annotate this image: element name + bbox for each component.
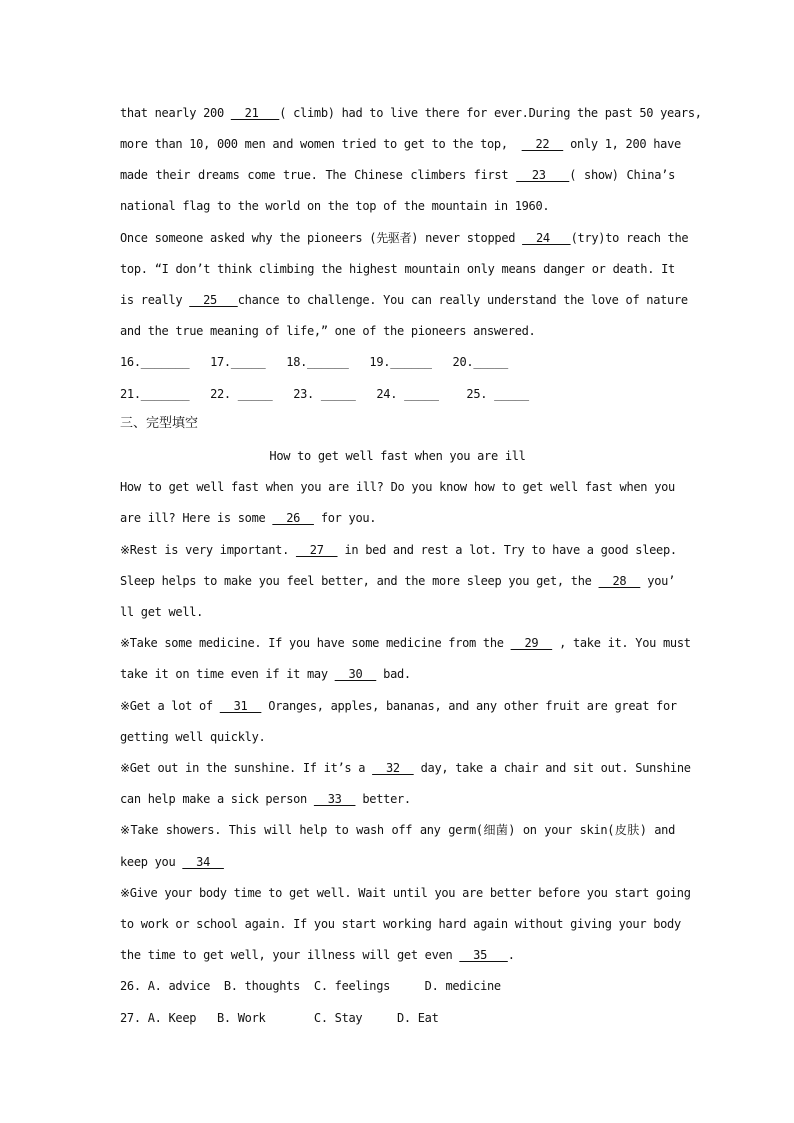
- passage-line: [120, 698, 675, 714]
- answer-blank[interactable]: _____: [320, 387, 356, 401]
- answer-blank[interactable]: ______: [307, 355, 349, 369]
- passage-line: [120, 230, 689, 246]
- blank-33[interactable]: 33: [313, 792, 356, 806]
- answer-number: 18.: [286, 355, 308, 369]
- text: ( climb) had to live there for ever.During the past 50 years,: [279, 106, 702, 120]
- answer-blank[interactable]: _____: [230, 355, 266, 369]
- passage-line: [120, 136, 681, 152]
- text: Once someone asked why the pioneers (先驱者) never stopped: [120, 231, 523, 245]
- answer-number: 23.: [293, 387, 314, 401]
- answer-number: 16.: [120, 355, 141, 369]
- answer-blank[interactable]: _____: [404, 387, 439, 401]
- passage-line: [120, 292, 688, 308]
- passage-line: ll get well.: [120, 605, 204, 619]
- text: ※Rest is very important.: [120, 543, 296, 557]
- passage-line: [120, 573, 675, 589]
- blank-21[interactable]: 21: [230, 106, 280, 120]
- answer-number: 19.: [369, 355, 391, 369]
- answer-number: 21.: [120, 387, 141, 401]
- blank-34[interactable]: 34: [182, 855, 224, 869]
- passage-line: [120, 105, 702, 121]
- blank-27[interactable]: 27: [295, 543, 338, 557]
- text: Sleep helps to make you feel better, and the more sleep you get, the: [120, 574, 599, 588]
- blank-35[interactable]: 35: [459, 948, 508, 962]
- passage-line: getting well quickly.: [120, 730, 266, 744]
- text: .: [507, 948, 515, 962]
- passage-line: [120, 635, 691, 651]
- blank-29[interactable]: 29: [510, 636, 553, 650]
- text: you’: [640, 574, 675, 588]
- text: take it on time even if it may: [120, 667, 335, 681]
- passage-line: [120, 947, 675, 963]
- text: more than 10, 000 men and women tried to get to the top,: [120, 137, 522, 151]
- text: keep you: [120, 855, 183, 869]
- answer-blank[interactable]: _______: [140, 355, 190, 369]
- answer-number: 24.: [376, 387, 398, 401]
- passage-line: ※Give your body time to get well. Wait until you are better before you start going: [120, 886, 691, 900]
- text: , take it. You must: [552, 636, 691, 650]
- passage-line: [120, 167, 675, 183]
- blank-32[interactable]: 32: [372, 761, 414, 775]
- passage-line: national flag to the world on the top of the mountain in 1960.: [120, 199, 550, 213]
- answer-number: 25.: [466, 387, 488, 401]
- passage-line: [120, 760, 691, 776]
- text: can help make a sick person: [120, 792, 314, 806]
- passage-line: ※Take showers. This will help to wash off any germ(细菌) on your skin(皮肤) and: [120, 823, 675, 837]
- text: better.: [355, 792, 411, 806]
- text: bad.: [376, 667, 411, 681]
- text: is really: [120, 293, 190, 307]
- blank-25[interactable]: 25: [189, 293, 238, 307]
- passage-line: [120, 666, 675, 682]
- blank-26[interactable]: 26: [272, 511, 314, 525]
- text: Oranges, apples, bananas, and any other fruit are great for: [261, 699, 677, 713]
- passage-line: [120, 510, 675, 526]
- section-heading: 三、完型填空: [120, 416, 199, 431]
- blank-30[interactable]: 30: [334, 667, 377, 681]
- answer-blank[interactable]: _____: [473, 355, 508, 369]
- blank-28[interactable]: 28: [598, 574, 641, 588]
- text: ( show) China’s: [569, 168, 675, 182]
- text: only 1, 200 have: [563, 137, 681, 151]
- answer-number: 22.: [210, 387, 231, 401]
- passage-line: top. “I don’t think climbing the highest mountain only means danger or death. It: [120, 262, 675, 276]
- answer-blank[interactable]: _______: [140, 387, 190, 401]
- text: ※Get out in the sunshine. If it’s a: [120, 761, 373, 775]
- text: are ill? Here is some: [120, 511, 273, 525]
- answer-blank[interactable]: _____: [237, 387, 273, 401]
- text: (try)to reach the: [570, 231, 689, 245]
- text: the time to get well, your illness will get even: [120, 948, 460, 962]
- passage-line: [120, 854, 675, 870]
- passage-line: [120, 791, 675, 807]
- text: ※Get a lot of: [120, 699, 220, 713]
- passage-title: How to get well fast when you are ill: [269, 449, 526, 463]
- text: day, take a chair and sit out. Sunshine: [413, 761, 691, 775]
- text: made their dreams come true. The Chinese climbers first: [120, 168, 517, 182]
- blank-23[interactable]: 23: [516, 168, 570, 182]
- passage-line: How to get well fast when you are ill? Do you know how to get well fast when you: [120, 480, 675, 494]
- passage-line: [120, 542, 675, 558]
- blank-31[interactable]: 31: [219, 699, 262, 713]
- answer-blank[interactable]: ______: [390, 355, 432, 369]
- answer-number: 20.: [452, 355, 474, 369]
- answer-number: 17.: [210, 355, 231, 369]
- text: for you.: [313, 511, 377, 525]
- question-26[interactable]: 26. A. advice B. thoughts C. feelings D. medicine: [120, 979, 501, 993]
- text: in bed and rest a lot. Try to have a good sleep.: [337, 543, 677, 557]
- blank-24[interactable]: 24: [522, 231, 571, 245]
- answer-blank[interactable]: _____: [494, 387, 529, 401]
- text: chance to challenge. You can really understand the love of nature: [237, 293, 688, 307]
- passage-line: and the true meaning of life,” one of the pioneers answered.: [120, 324, 536, 338]
- text: ※Take some medicine. If you have some medicine from the: [120, 636, 511, 650]
- question-27[interactable]: 27. A. Keep B. Work C. Stay D. Eat: [120, 1011, 439, 1025]
- answer-row: [120, 386, 675, 402]
- passage-line: to work or school again. If you start working hard again without giving your body: [120, 917, 681, 931]
- answer-row: [120, 354, 675, 370]
- blank-22[interactable]: 22: [521, 137, 564, 151]
- text: that nearly 200: [120, 106, 231, 120]
